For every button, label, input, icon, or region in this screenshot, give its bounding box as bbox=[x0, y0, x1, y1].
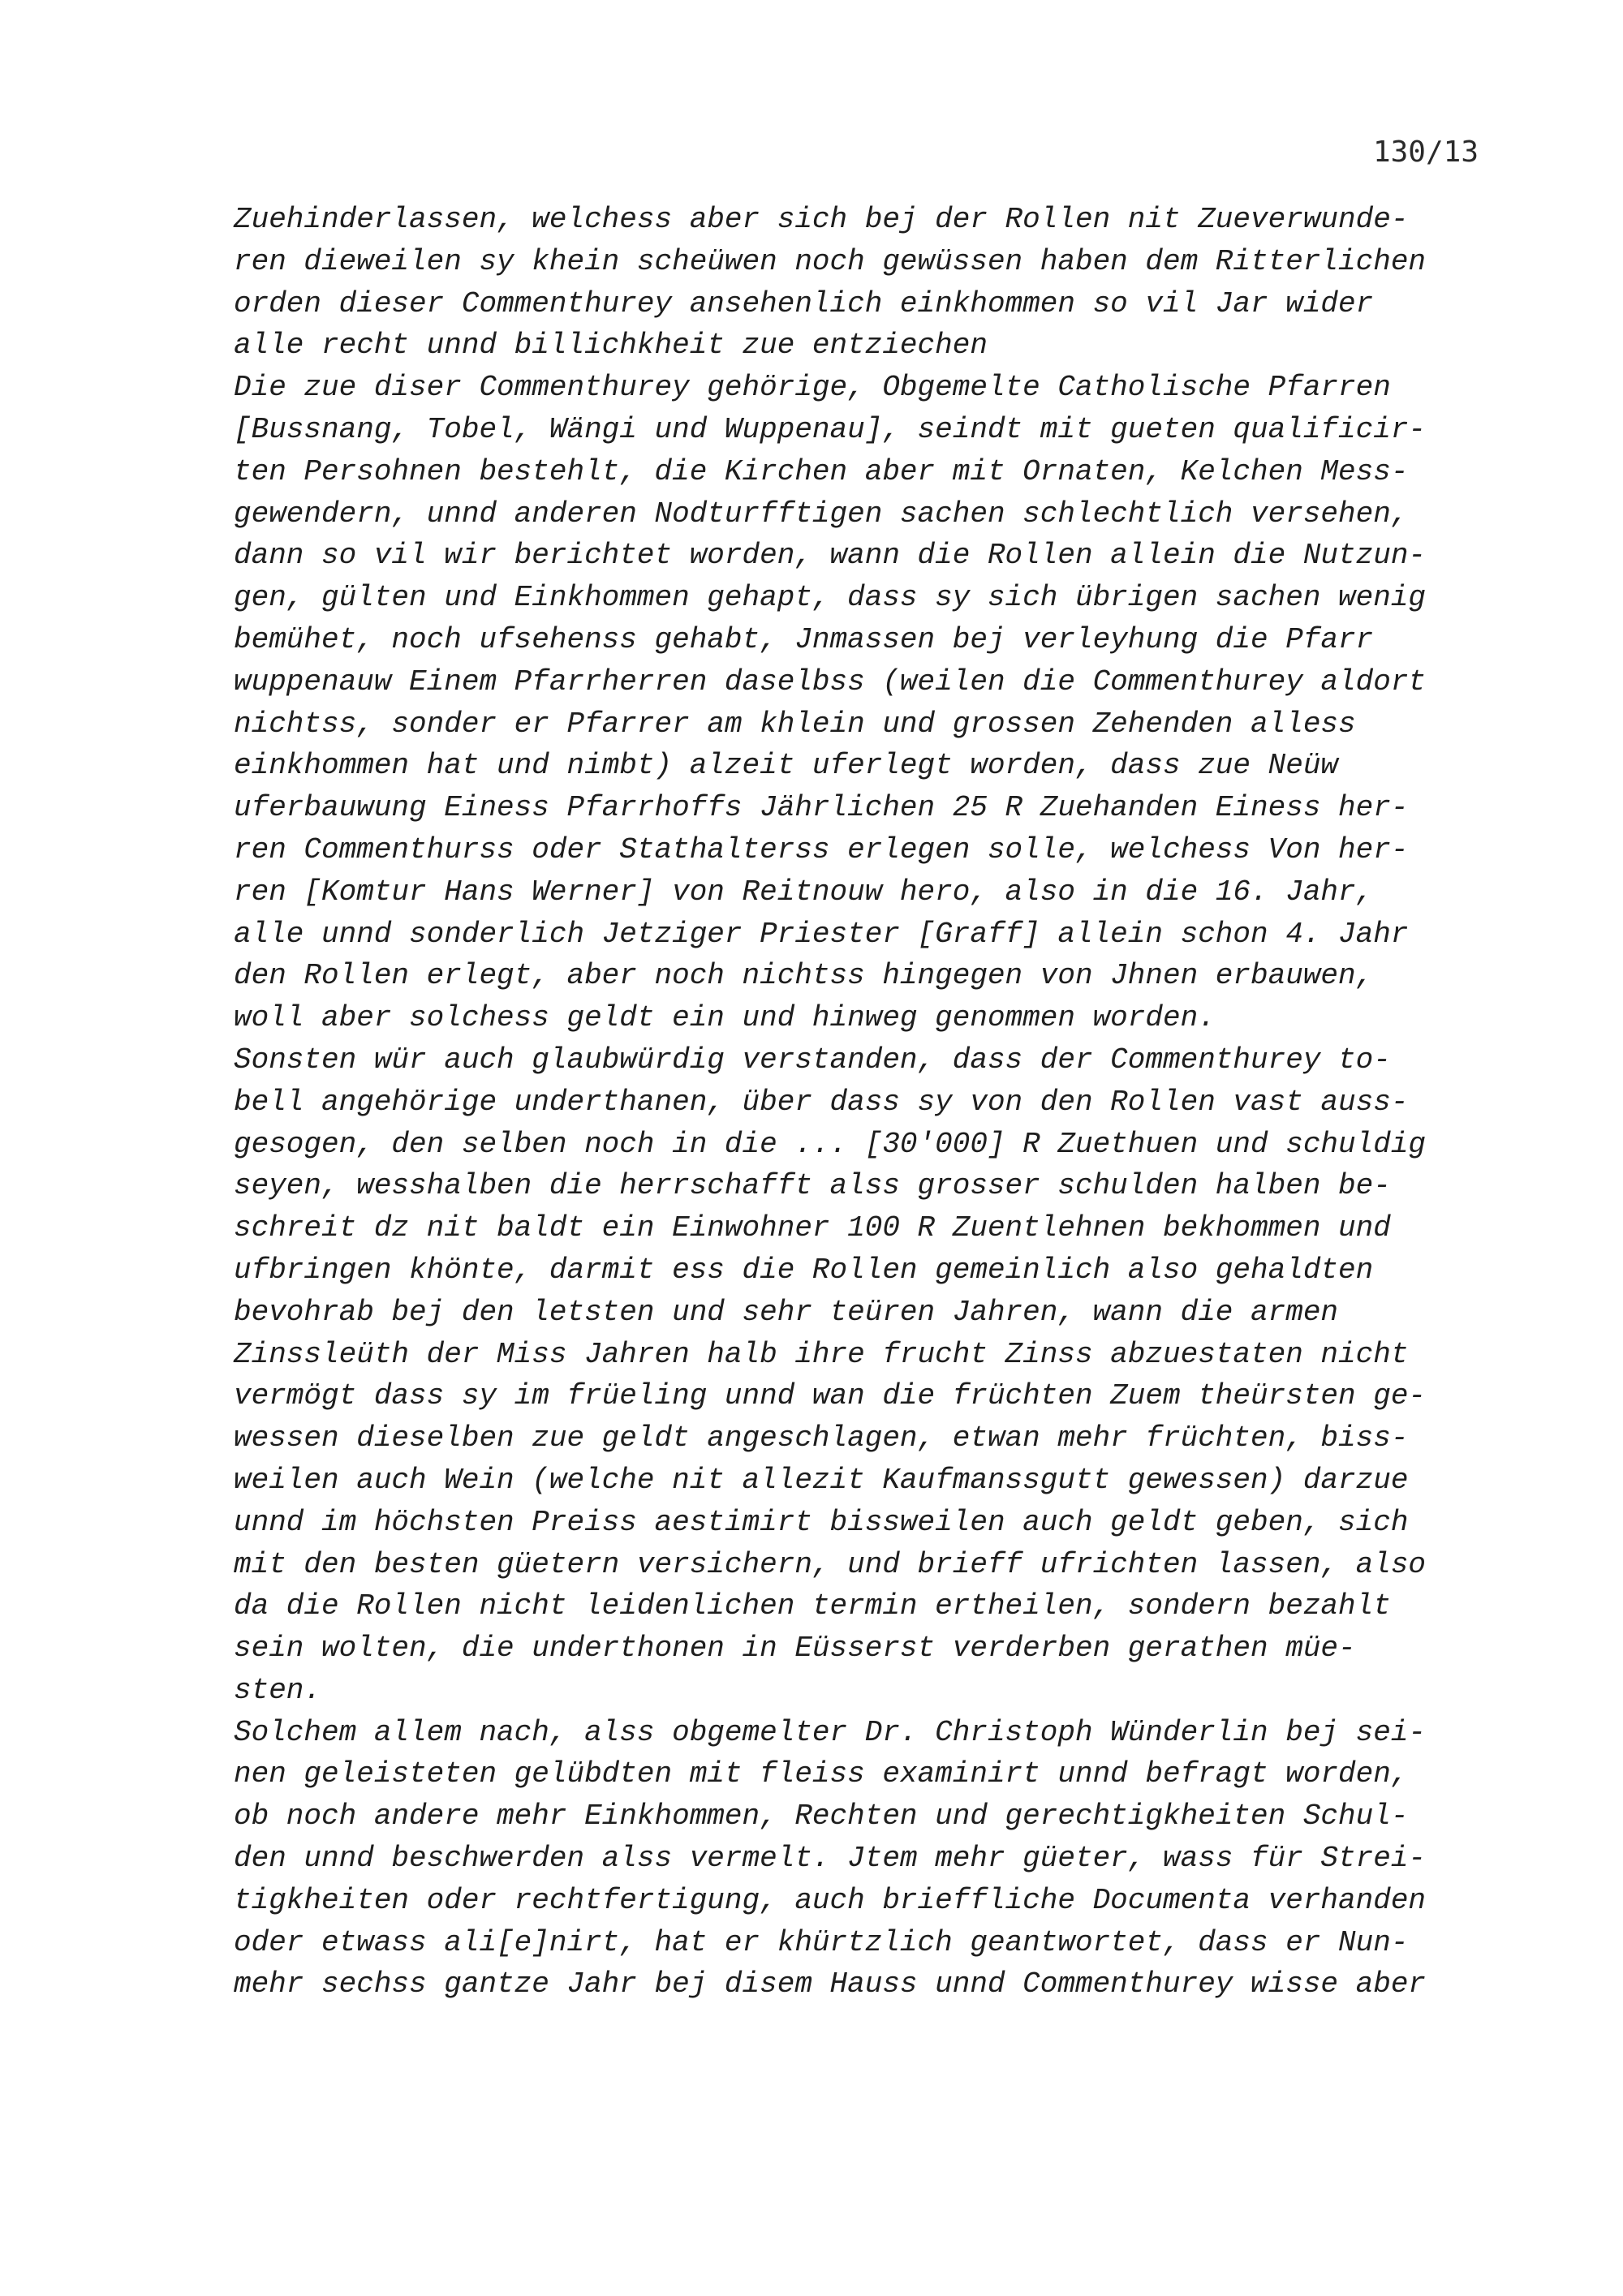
text-line: dann so vil wir berichtet worden, wann die Rollen allein die Nutzun- bbox=[234, 539, 1427, 573]
text-line: gen, gülten und Einkhommen gehapt, dass sy sich übrigen sachen wenig bbox=[234, 581, 1427, 615]
text-line: Zuehinderlassen, welchess aber sich bej der Rollen nit Zueverwunde- bbox=[234, 203, 1409, 236]
text-line: sten. bbox=[234, 1673, 322, 1707]
text-line: schreit dz nit baldt ein Einwohner 100 R Zuentlehnen bekhommen und bbox=[234, 1211, 1391, 1245]
page-number: 130/13 bbox=[1372, 135, 1479, 169]
text-line: Sonsten wür auch glaubwürdig verstanden, dass der Commenthurey to- bbox=[234, 1043, 1391, 1077]
body-text bbox=[234, 199, 1573, 2006]
text-line: seyen, wesshalben die herrschafft alss grosser schulden halben be- bbox=[234, 1169, 1391, 1203]
text-line: da die Rollen nicht leidenlichen termin ertheilen, sondern bezahlt bbox=[234, 1589, 1391, 1623]
text-line: ren Commenthurss oder Stathalterss erlegen solle, welchess Von her- bbox=[234, 832, 1409, 866]
text-line: ten Persohnen bestehlt, die Kirchen aber mit Ornaten, Kelchen Mess- bbox=[234, 454, 1409, 488]
text-line: bevohrab bej den letsten und sehr teüren Jahren, wann die armen bbox=[234, 1295, 1339, 1329]
text-line: vermögt dass sy im früeling unnd wan die früchten Zuem theürsten ge- bbox=[234, 1379, 1427, 1413]
text-line: alle recht unnd billichkheit zue entziechen bbox=[234, 329, 988, 363]
text-line: weilen auch Wein (welche nit allezit Kaufmanssgutt gewessen) darzue bbox=[234, 1463, 1409, 1497]
text-line: bemühet, noch ufsehenss gehabt, Jnmassen bej verleyhung die Pfarr bbox=[234, 622, 1374, 656]
text-line: den Rollen erlegt, aber noch nichtss hingegen von Jhnen erbauwen, bbox=[234, 959, 1374, 993]
text-line: nen geleisteten gelübdten mit fleiss examinirt unnd befragt worden, bbox=[234, 1757, 1409, 1791]
text-line: Solchem allem nach, alss obgemelter Dr. Christoph Wünderlin bej sei- bbox=[234, 1715, 1427, 1749]
text-line: woll aber solchess geldt ein und hinweg genommen worden. bbox=[234, 1001, 1216, 1035]
text-line: sein wolten, die underthonen in Eüsserst verderben gerathen müe- bbox=[234, 1632, 1356, 1666]
text-line: alle unnd sonderlich Jetziger Priester [Graff] allein schon 4. Jahr bbox=[234, 917, 1409, 951]
text-line: Zinssleüth der Miss Jahren halb ihre frucht Zinss abzuestaten nicht bbox=[234, 1337, 1409, 1371]
text-line: einkhommen hat und nimbt) alzeit uferlegt worden, dass zue Neüw bbox=[234, 749, 1339, 783]
text-line: ob noch andere mehr Einkhommen, Rechten und gerechtigkheiten Schul- bbox=[234, 1799, 1409, 1834]
text-line: [Bussnang, Tobel, Wängi und Wuppenau], seindt mit gueten qualificir- bbox=[234, 412, 1427, 446]
text-line: bell angehörige underthanen, über dass sy von den Rollen vast auss- bbox=[234, 1085, 1409, 1119]
text-line: mit den besten güetern versichern, und brieff ufrichten lassen, also bbox=[234, 1547, 1427, 1581]
text-line: uferbauwung Einess Pfarrhoffs Jährlichen 25 R Zuehanden Einess her- bbox=[234, 791, 1409, 825]
text-line: wessen dieselben zue geldt angeschlagen, etwan mehr früchten, biss- bbox=[234, 1421, 1409, 1455]
text-line: oder etwass ali[e]nirt, hat er khürtzlich geantwortet, dass er Nun- bbox=[234, 1925, 1409, 1959]
text-line: nichtss, sonder er Pfarrer am khlein und grossen Zehenden alless bbox=[234, 707, 1356, 741]
text-line: tigkheiten oder rechtfertigung, auch brieffliche Documenta verhanden bbox=[234, 1883, 1427, 1917]
text-line: mehr sechss gantze Jahr bej disem Hauss unnd Commenthurey wisse aber bbox=[234, 1967, 1427, 2001]
text-line: den unnd beschwerden alss vermelt. Jtem mehr güeter, wass für Strei- bbox=[234, 1842, 1427, 1876]
text-line: wuppenauw Einem Pfarrherren daselbss (weilen die Commenthurey aldort bbox=[234, 664, 1427, 699]
text-line: ren [Komtur Hans Werner] von Reitnouw hero, also in die 16. Jahr, bbox=[234, 875, 1374, 909]
text-line: orden dieser Commenthurey ansehenlich einkhommen so vil Jar wider bbox=[234, 286, 1374, 320]
text-line: ufbringen khönte, darmit ess die Rollen gemeinlich also gehaldten bbox=[234, 1253, 1374, 1287]
text-line: gewendern, unnd anderen Nodturfftigen sachen schlechtlich versehen, bbox=[234, 497, 1409, 531]
text-line: ren dieweilen sy khein scheüwen noch gewüssen haben dem Ritterlichen bbox=[234, 244, 1427, 278]
text-line: unnd im höchsten Preiss aestimirt bissweilen auch geldt geben, sich bbox=[234, 1505, 1409, 1539]
text-line: Die zue diser Commenthurey gehörige, Obgemelte Catholische Pfarren bbox=[234, 371, 1391, 405]
text-line: gesogen, den selben noch in die ... [30'000] R Zuethuen und schuldig bbox=[234, 1127, 1427, 1161]
